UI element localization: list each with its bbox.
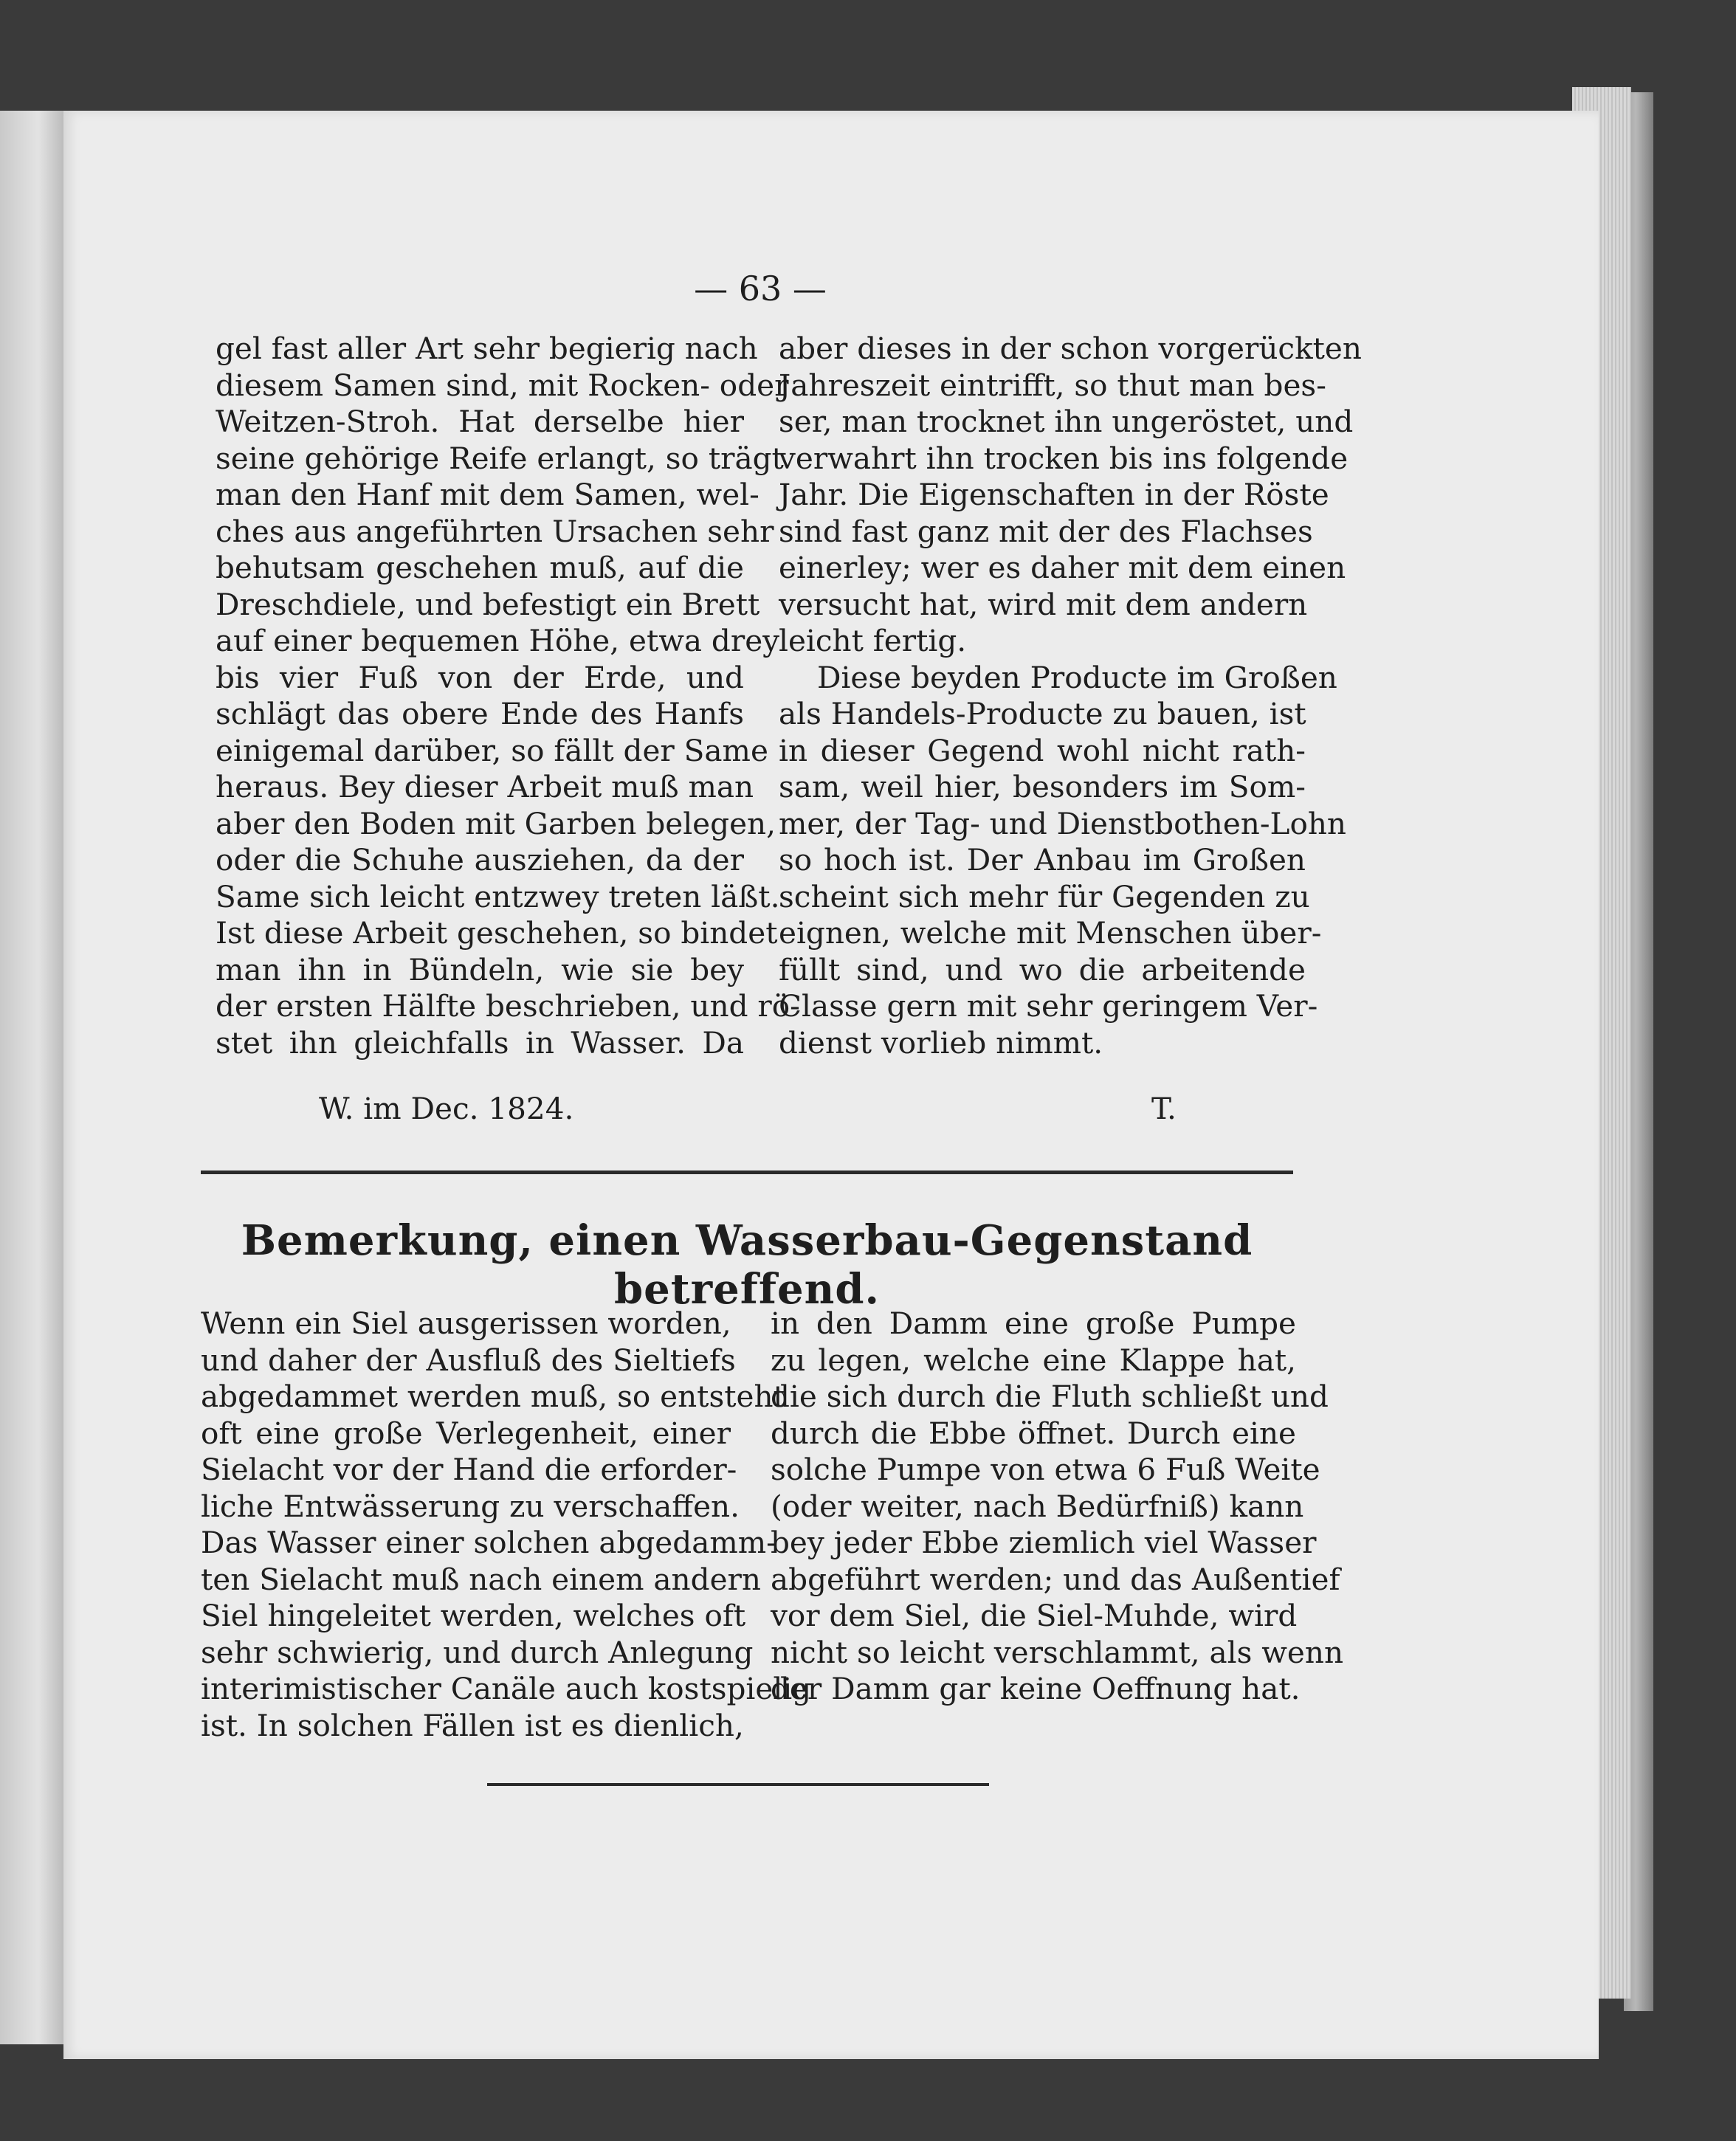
text-line: der ersten Hälfte beschrieben, und rö- [216,988,800,1024]
text-line: zu legen, welche eine Klappe hat, [771,1342,1296,1378]
text-line: Sielacht vor der Hand die erforder- [201,1452,737,1487]
text-line: Wenn ein Siel ausgerissen worden, [201,1306,731,1341]
article1-column-left [216,331,800,1061]
text-line: aber dieses in der schon vorgerückten [779,331,1362,366]
text-line: leicht fertig. [779,623,967,658]
text-line: aber den Boden mit Garben belegen, [216,805,776,841]
text-line: als Handels-Producte zu bauen, ist [779,696,1306,731]
text-line: diesem Samen sind, mit Rocken- oder [216,367,789,403]
text-line: die sich durch die Fluth schließt und [771,1379,1329,1414]
text-line: in den Damm eine große Pumpe [771,1306,1296,1341]
text-line: scheint sich mehr für Gegenden zu [779,878,1310,914]
text-line: so hoch ist. Der Anbau im Großen [779,842,1306,878]
text-line: schlägt das obere Ende des Hanfs [216,696,744,731]
text-line: oder die Schuhe ausziehen, da der [216,842,744,878]
text-line: Jahreszeit eintrifft, so thut man bes- [779,367,1326,403]
text-line: nicht so leicht verschlammt, als wenn [771,1634,1344,1670]
text-line: Same sich leicht entzwey treten läßt. [216,878,780,914]
text-line: Classe gern mit sehr geringem Ver- [779,988,1318,1024]
article1-column-right [779,331,1362,1061]
page-number: — 63 — [694,269,827,308]
text-line: (oder weiter, nach Bedürfniß) kann [771,1488,1304,1524]
article2-column-right [771,1306,1344,1708]
text-line: sehr schwierig, und durch Anlegung [201,1634,754,1670]
text-line: Jahr. Die Eigenschaften in der Röste [779,477,1329,512]
text-line: und daher der Ausfluß des Sieltiefs [201,1342,736,1378]
text-line: füllt sind, und wo die arbeitende [779,951,1306,987]
facing-page-edge [0,111,63,2044]
text-line: mer, der Tag- und Dienstbothen-Lohn [779,805,1347,841]
text-line: ches aus angeführten Ursachen sehr [216,513,774,549]
text-line: oft eine große Verlegenheit, einer [201,1415,731,1451]
text-line: ist. In solchen Fällen ist es dienlich, [201,1707,744,1743]
text-line: eignen, welche mit Menschen über- [779,915,1322,951]
text-line: abgedammet werden muß, so entsteht [201,1379,785,1414]
text-line: einigemal darüber, so fällt der Same [216,732,768,768]
text-line: der Damm gar keine Oeffnung hat. [771,1671,1301,1706]
text-line: Dreschdiele, und befestigt ein Brett [216,586,760,622]
text-line: in dieser Gegend wohl nicht rath- [779,732,1306,768]
article1-place-date: W. im Dec. 1824. [319,1091,574,1126]
text-line: man ihn in Bündeln, wie sie bey [216,951,744,987]
text-line: dienst vorlieb nimmt. [779,1024,1103,1061]
text-line: vor dem Siel, die Siel-Muhde, wird [771,1598,1298,1633]
text-line: man den Hanf mit dem Samen, wel- [216,477,760,512]
text-line: bis vier Fuß von der Erde, und [216,659,744,695]
text-line: Siel hingeleitet werden, welches oft [201,1598,746,1633]
text-line: Ist diese Arbeit geschehen, so bindet [216,915,778,951]
text-line: heraus. Bey dieser Arbeit muß man [216,769,754,804]
text-line: Weitzen-Stroh. Hat derselbe hier [216,404,744,439]
text-line: auf einer bequemen Höhe, etwa drey [216,623,780,658]
text-line: sind fast ganz mit der des Flachses [779,513,1313,549]
end-divider [487,1783,989,1786]
section-divider [201,1171,1293,1174]
text-line: bey jeder Ebbe ziemlich viel Wasser [771,1525,1317,1560]
article2-title: Bemerkung, einen Wasserbau-Gegenstand betreffend. [241,1216,1253,1314]
text-line: abgeführt werden; und das Außentief [771,1561,1340,1597]
text-line: gel fast aller Art sehr begierig nach [216,331,758,366]
text-line: verwahrt ihn trocken bis ins folgende [779,440,1348,476]
text-line: interimistischer Canäle auch kostspielig [201,1671,812,1706]
text-line: solche Pumpe von etwa 6 Fuß Weite [771,1452,1320,1487]
article2-column-left [201,1306,812,1744]
text-line: durch die Ebbe öffnet. Durch eine [771,1415,1296,1451]
text-line: ten Sielacht muß nach einem andern [201,1561,761,1597]
text-line: stet ihn gleichfalls in Wasser. Da [216,1024,744,1061]
text-line: seine gehörige Reife erlangt, so trägt [216,440,784,476]
text-line: einerley; wer es daher mit dem einen [779,550,1346,585]
article1-author-initial: T. [1151,1091,1177,1126]
text-line: liche Entwässerung zu verschaffen. [201,1488,740,1524]
text-line: versucht hat, wird mit dem andern [779,586,1308,622]
text-line: behutsam geschehen muß, auf die [216,550,744,585]
text-line: sam, weil hier, besonders im Som- [779,769,1306,804]
text-line: Diese beyden Producte im Großen [817,659,1337,695]
text-line: ser, man trocknet ihn ungeröstet, und [779,404,1354,439]
text-line: Das Wasser einer solchen abgedamm- [201,1525,776,1560]
